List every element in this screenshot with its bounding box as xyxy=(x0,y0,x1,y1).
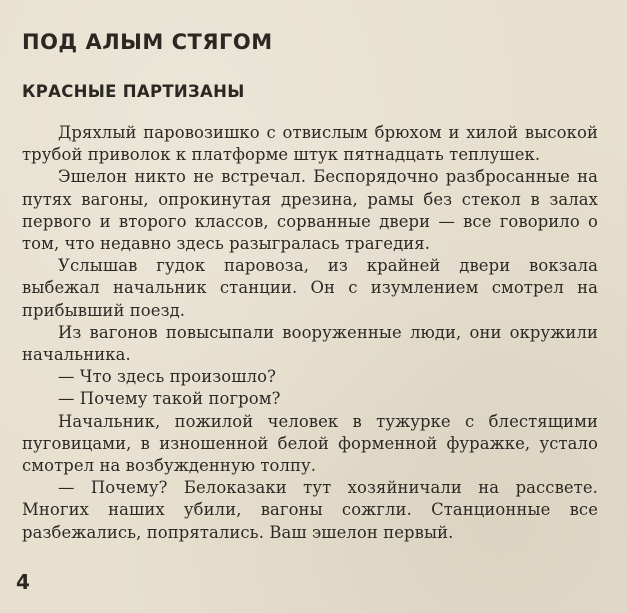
paragraph: Услышав гудок паровоза, из крайней двери вокзала выбежал начальник станции. Он с изумлением смотрел на прибывший поезд. xyxy=(22,256,598,320)
body-text xyxy=(22,122,598,544)
paragraph: Начальник, пожилой человек в тужурке с блестящими пуговицами, в изношенной белой форменной фуражке, устало смотрел на возбужденную толпу. xyxy=(22,411,598,476)
dialogue-line: — Что здесь произошло? xyxy=(58,367,276,387)
section-title: КРАСНЫЕ ПАРТИЗАНЫ xyxy=(22,82,245,101)
chapter-title: ПОД АЛЫМ СТЯГОМ xyxy=(22,30,273,54)
paragraph: Эшелон никто не встречал. Беспорядочно разбросанные на путях вагоны, опрокинутая дрезина, рамы без стекол в залах первого и второго классов, сорванные двери — все говорило о том, что недавно здесь разыгралась трагедия. xyxy=(22,167,598,254)
page-number: 4 xyxy=(16,570,30,594)
dialogue-line: — Почему такой погром? xyxy=(58,389,281,409)
paragraph: Из вагонов повысыпали вооруженные люди, они окружили начальника. xyxy=(22,322,598,365)
paragraph: Дряхлый паровозишко с отвислым брюхом и хилой высокой трубой приволок к платформе штук пятнадцать теплушек. xyxy=(22,123,598,165)
dialogue-line: — Почему? Белоказаки тут хозяйничали на рассвете. Многих наших убили, вагоны сожгли. Станционные все разбежались, попрятались. Ваш эшелон первый. xyxy=(22,478,598,542)
